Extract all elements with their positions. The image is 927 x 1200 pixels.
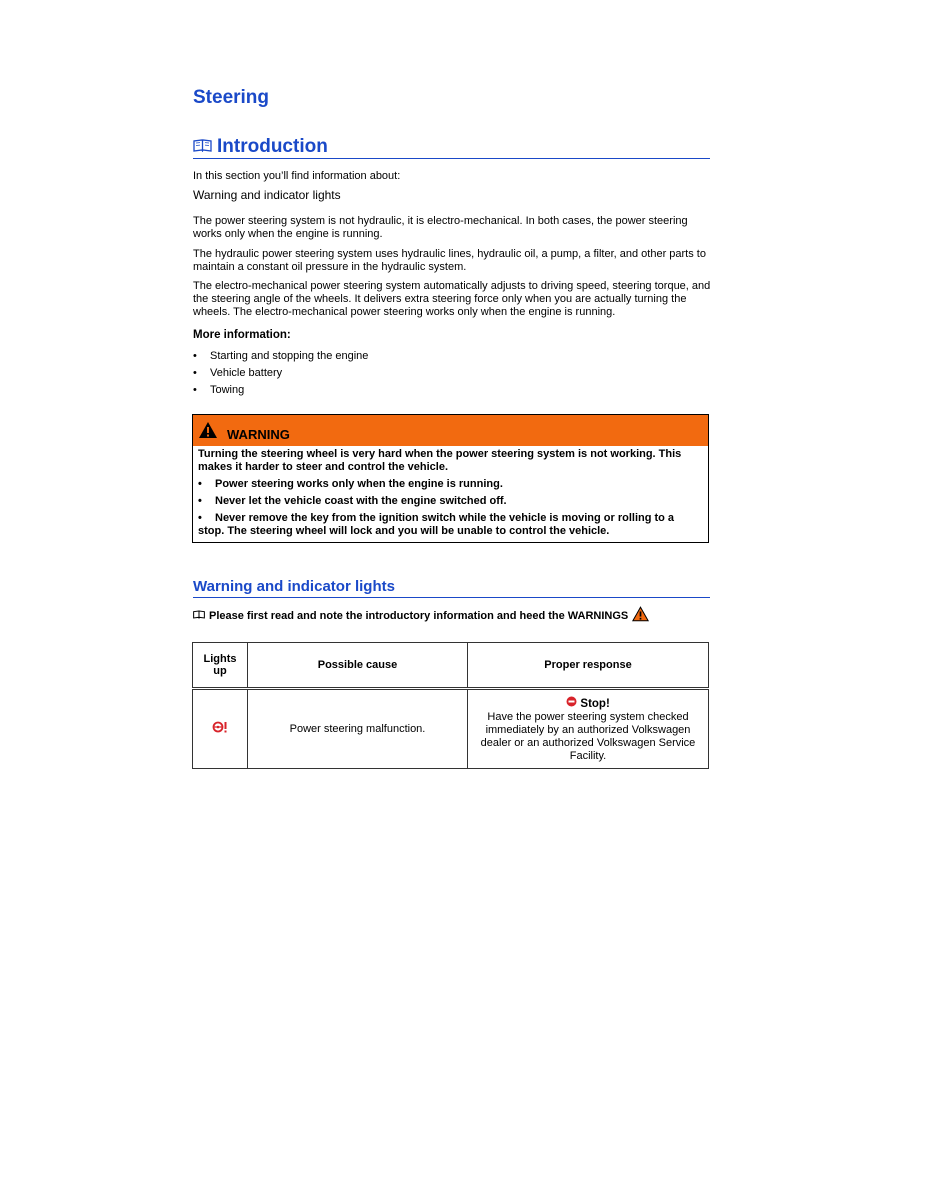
warning-triangle-icon[interactable] [632,606,649,625]
indicator-table [192,642,709,769]
list-item[interactable]: • Towing [193,384,368,401]
warning-header [193,415,708,446]
column-header: Possible cause [248,643,468,689]
table-header-row [193,643,709,689]
more-info-list [193,350,368,401]
section-heading: Warning and indicator lights [193,578,395,595]
warning-triangle-icon [198,421,218,444]
power-steering-warning-icon [212,724,228,736]
warning-bullet: • Never remove the key from the ignition switch while the vehicle is moving or rolling to a stop. The steering wheel will lock and you will be unable to control the vehicle. [198,512,675,537]
warning-bullet-text: Power steering works only when the engine is running. [215,478,503,490]
intro-lead: In this section you’ll find information about: [193,170,401,182]
warning-bullet-text: Never let the vehicle coast with the engine switched off. [215,495,507,507]
intro-note-text: Please first read and note the introductory information and heed the WARNINGS [209,609,629,622]
intro-topic: Warning and indicator lights [193,188,341,202]
table-row [193,689,709,769]
stop-label [474,696,702,711]
intro-paragraph-3: The electro-mechanical power steering system automatically adjusts to driving speed, steering torque, and the steering angle of the wheels. It delivers extra steering force only when you are actually turning the wheels. The electro-mechanical power steering works only when the engine is running. [193,280,711,318]
warning-box [192,414,709,543]
warning-bullet-text: Never remove the key from the ignition switch while the vehicle is moving or rolling to a stop. The steering wheel will lock and you will be unable to control the vehicle. [198,512,675,537]
book-icon [193,136,212,158]
section-rule [193,597,710,598]
list-item[interactable]: • Vehicle battery [193,367,368,384]
warning-title: WARNING [227,427,290,442]
list-item[interactable]: • Starting and stopping the engine [193,350,368,367]
column-header: Proper response [468,643,709,689]
warning-bullet: • Power steering works only when the engine is running. [198,478,503,490]
heading-rule [193,158,710,159]
intro-note [193,606,649,625]
cause-cell: Power steering malfunction. [248,689,468,769]
response-cell [468,689,709,769]
intro-heading [193,136,328,158]
light-cell [193,689,248,769]
page-title: Steering [193,87,270,108]
warning-text: Turning the steering wheel is very hard when the power steering system is not working. This makes it harder to steer and control the vehicle. [198,448,682,473]
column-header: Lights up [193,643,248,689]
warning-bullet: • Never let the vehicle coast with the engine switched off. [198,495,507,507]
response-text: Have the power steering system checked immediately by an authorized Volkswagen dealer or an authorized Volkswagen Service Facility. [480,710,696,762]
intro-paragraph-1: The power steering system is not hydraulic, it is electro-mechanical. In both cases, the power steering works only when the engine is running. [193,215,688,240]
intro-paragraph-2: The hydraulic power steering system uses hydraulic lines, hydraulic oil, a pump, a filter, and other parts to maintain a constant oil pressure in the hydraulic system. [193,248,706,273]
intro-heading-text: Introduction [217,136,328,157]
stop-icon [566,698,580,710]
stop-text: Stop! [580,697,610,710]
book-icon[interactable] [193,610,205,622]
more-info-label: More information: [193,329,291,341]
